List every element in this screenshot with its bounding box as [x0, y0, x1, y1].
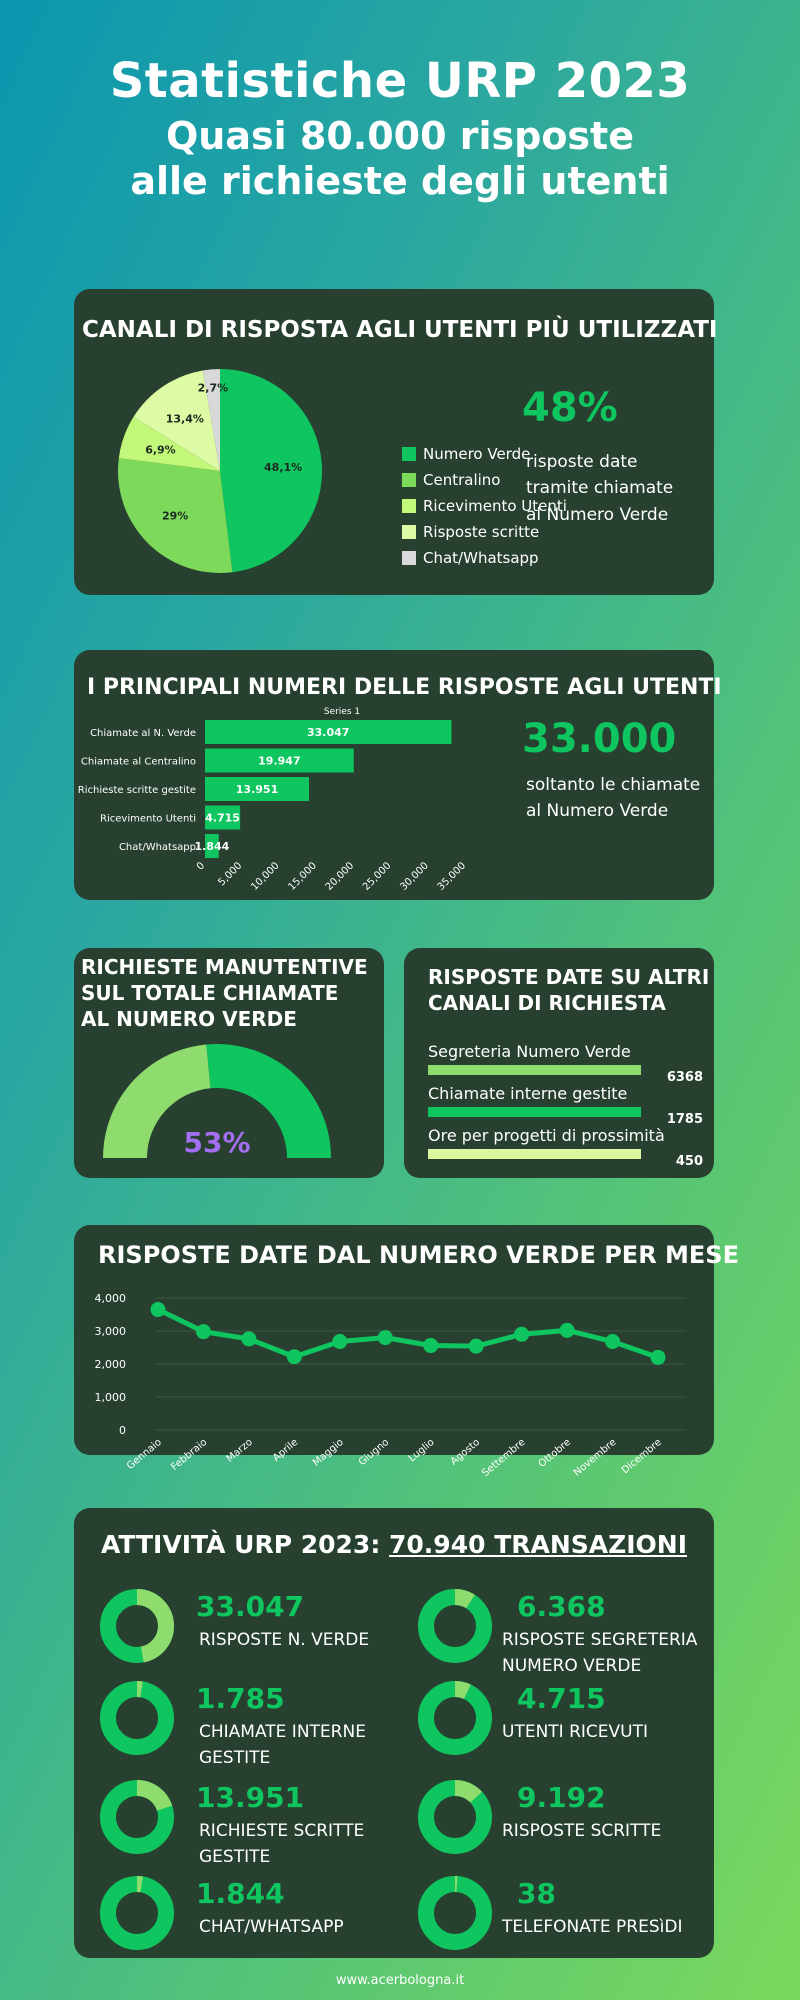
other-channel-bar — [428, 1065, 641, 1075]
bar-category-label: Chiamate al N. Verde — [90, 728, 196, 739]
data-point — [560, 1323, 575, 1338]
activity-value: 9.192 — [517, 1781, 606, 1814]
activity-label — [502, 1720, 648, 1746]
activity-card — [74, 1508, 714, 1958]
activity-label — [502, 1628, 697, 1679]
data-point — [651, 1350, 666, 1365]
maintenance-gauge-chart — [74, 1043, 384, 1173]
maintenance-title-line: SUL TOTALE CHIAMATE — [81, 981, 339, 1005]
x-tick-label: 5,000 — [216, 860, 245, 889]
activity-label — [199, 1915, 344, 1941]
x-tick-label: Ottobre — [536, 1436, 574, 1470]
activity-label-line: RICHIESTE SCRITTE — [199, 1821, 365, 1841]
other-channels-card — [404, 948, 714, 1178]
bar-category-label: Chat/Whatsapp — [118, 842, 196, 853]
activity-label-line: NUMERO VERDE — [502, 1655, 642, 1676]
maintenance-title-line: RICHIESTE MANUTENTIVE — [81, 955, 368, 979]
data-point — [605, 1334, 620, 1349]
x-tick-label: Aprile — [270, 1436, 301, 1464]
channels-highlight-line: al Numero Verde — [526, 504, 669, 525]
page-title: Statistiche URP 2023 — [109, 53, 691, 109]
numbers-bar-chart — [74, 698, 494, 898]
activity-donut — [417, 1875, 493, 1951]
pie-slice-label: 13,4% — [165, 412, 204, 426]
maintenance-title-line: AL NUMERO VERDE — [81, 1007, 297, 1031]
activity-donut — [99, 1779, 175, 1855]
channels-highlight-value: 48% — [522, 385, 618, 431]
numbers-highlight-line: al Numero Verde — [526, 801, 669, 822]
x-tick-label: Giugno — [356, 1436, 392, 1469]
activity-value: 38 — [517, 1877, 556, 1910]
other-channel-label: Ore per progetti di prossimità — [428, 1126, 665, 1145]
y-tick-label: 2,000 — [94, 1358, 126, 1371]
donut-track — [426, 1884, 484, 1942]
bar-category-label: Richieste scritte gestite — [77, 785, 196, 796]
x-tick-label: Luglio — [406, 1436, 437, 1465]
activity-value: 13.951 — [196, 1781, 305, 1814]
donut-track — [426, 1597, 484, 1655]
x-tick-label: 20,000 — [323, 860, 357, 893]
footer-url[interactable]: www.acerbologna.it — [335, 1973, 465, 1988]
activity-label — [502, 1819, 661, 1845]
other-channel-bar — [428, 1149, 641, 1159]
x-tick-label: Maggio — [310, 1436, 346, 1469]
bar-category-label: Chiamate al Centralino — [80, 756, 196, 768]
page-header — [0, 55, 800, 203]
other-channels-title-line: CANALI DI RICHIESTA — [428, 991, 666, 1015]
pie-slice-label: 6,9% — [145, 443, 176, 457]
bar-value-label: 4.715 — [205, 811, 240, 825]
x-tick-label: Marzo — [224, 1436, 255, 1465]
data-point — [378, 1330, 393, 1345]
legend-label: Numero Verde — [423, 445, 531, 463]
page-subtitle-line2: alle richieste degli utenti — [130, 158, 670, 203]
channels-highlight-line: tramite chiamate — [526, 478, 674, 499]
bar-category-label: Ricevimento Utenti — [100, 813, 196, 825]
activity-value: 1.844 — [196, 1877, 285, 1910]
pie-slice-label: 29% — [162, 509, 189, 523]
activity-donut — [417, 1779, 493, 1855]
activity-donut — [417, 1588, 493, 1664]
activity-label-line: CHIAMATE INTERNE — [199, 1722, 366, 1742]
other-channels-title — [428, 964, 709, 1016]
bar-value-label: 33.047 — [306, 726, 350, 739]
data-point — [423, 1338, 438, 1353]
x-tick-label: 30,000 — [398, 860, 431, 893]
pie-slice-label: 48,1% — [264, 461, 303, 475]
data-point — [332, 1334, 347, 1349]
bar-value-label: 1.844 — [194, 840, 230, 853]
legend-swatch — [402, 525, 416, 539]
x-tick-label: 35,000 — [435, 860, 469, 893]
activity-value: 1.785 — [196, 1682, 285, 1715]
activity-label-line: RISPOSTE SEGRETERIA — [502, 1630, 698, 1650]
activity-label-line: RISPOSTE N. VERDE — [199, 1630, 370, 1650]
activity-title-highlight: 70.940 TRANSAZIONI — [389, 1530, 688, 1559]
numbers-highlight-value: 33.000 — [522, 716, 677, 762]
activity-donut — [99, 1588, 175, 1664]
legend-swatch — [402, 499, 416, 513]
x-tick-label: 15,000 — [286, 860, 319, 893]
x-tick-label: 10,000 — [249, 860, 282, 893]
activity-value: 33.047 — [196, 1590, 305, 1623]
other-channel-row — [428, 1042, 703, 1085]
x-tick-label: Gennaio — [124, 1436, 164, 1473]
x-tick-label: Settembre — [480, 1436, 528, 1480]
x-tick-label: 25,000 — [361, 860, 394, 893]
legend-label: Chat/Whatsapp — [423, 549, 539, 567]
monthly-title: RISPOSTE DATE DAL NUMERO VERDE PER MESE — [98, 1241, 739, 1269]
legend-label: Risposte scritte — [423, 523, 540, 541]
numbers-highlight-text — [526, 772, 700, 825]
activity-title — [74, 1530, 714, 1559]
page-subtitle-line1: Quasi 80.000 risposte — [166, 113, 634, 158]
x-tick-label: Agosto — [448, 1436, 483, 1468]
y-tick-label: 0 — [119, 1424, 126, 1437]
other-channel-value: 1785 — [666, 1112, 703, 1127]
donut-track — [108, 1689, 166, 1747]
series-name-label: Series 1 — [323, 707, 361, 717]
donut-track — [108, 1884, 166, 1942]
channels-highlight-line: risposte date — [526, 452, 638, 472]
legend-swatch — [402, 473, 416, 487]
x-tick-label: Dicembre — [619, 1436, 664, 1477]
donut-track — [426, 1689, 484, 1747]
activity-label — [199, 1720, 366, 1771]
data-point — [241, 1331, 256, 1346]
legend-item — [402, 545, 567, 571]
legend-swatch — [402, 447, 416, 461]
activity-label-line: GESTITE — [199, 1846, 271, 1867]
data-point — [196, 1324, 211, 1339]
data-point — [469, 1339, 484, 1354]
channels-highlight-text — [526, 449, 673, 528]
numbers-card — [74, 650, 722, 900]
numbers-title: I PRINCIPALI NUMERI DELLE RISPOSTE AGLI UTENTI — [87, 675, 722, 700]
monthly-line-chart — [74, 1225, 714, 1480]
x-tick-label: Febbraio — [169, 1436, 210, 1474]
activity-value: 6.368 — [517, 1590, 606, 1623]
maintenance-card — [74, 948, 384, 1178]
pie-slice-label: 2,7% — [197, 381, 229, 395]
x-tick-label: Novembre — [571, 1436, 619, 1479]
activity-label-line: CHAT/WHATSAPP — [199, 1917, 344, 1937]
activity-donut — [99, 1680, 175, 1756]
y-tick-label: 1,000 — [94, 1391, 126, 1404]
channels-pie-chart — [110, 361, 330, 581]
activity-value: 4.715 — [517, 1682, 606, 1715]
x-tick-label: 0 — [194, 860, 208, 873]
channels-card — [74, 289, 718, 595]
other-channel-label: Segreteria Numero Verde — [428, 1042, 631, 1061]
activity-label — [502, 1915, 682, 1941]
bar-value-label: 19.947 — [258, 754, 301, 768]
other-channel-value: 6368 — [666, 1070, 703, 1085]
series-line — [158, 1310, 658, 1358]
activity-label-line: TELEFONATE PRESìDI — [502, 1917, 683, 1937]
y-tick-label: 3,000 — [94, 1325, 126, 1338]
activity-title-prefix: ATTIVITÀ URP 2023: — [100, 1530, 390, 1559]
activity-label — [199, 1819, 364, 1870]
data-point — [151, 1302, 166, 1317]
other-channel-row — [428, 1126, 703, 1169]
y-tick-label: 4,000 — [94, 1292, 126, 1305]
data-point — [514, 1327, 529, 1342]
bar-value-label: 13.951 — [235, 783, 279, 796]
data-point — [287, 1349, 302, 1364]
activity-donut — [417, 1680, 493, 1756]
maintenance-title — [81, 954, 368, 1032]
activity-label — [199, 1628, 369, 1654]
other-channel-label: Chiamate interne gestite — [428, 1084, 628, 1103]
other-channel-bar — [428, 1107, 641, 1117]
activity-label-line: RISPOSTE SCRITTE — [502, 1821, 662, 1841]
legend-swatch — [402, 551, 416, 565]
legend-label: Ricevimento Utenti — [423, 497, 567, 515]
gauge-value-label: 53% — [183, 1126, 251, 1159]
other-channel-row — [428, 1084, 703, 1127]
numbers-highlight-line: soltanto le chiamate — [526, 775, 701, 795]
activity-donut — [99, 1875, 175, 1951]
other-channel-value: 450 — [675, 1154, 703, 1169]
activity-label-line: UTENTI RICEVUTI — [502, 1722, 648, 1742]
channels-title: CANALI DI RISPOSTA AGLI UTENTI PIÙ UTILIZZATI — [82, 317, 718, 343]
activity-label-line: GESTITE — [199, 1747, 271, 1768]
legend-label: Centralino — [423, 471, 501, 489]
monthly-card — [74, 1225, 739, 1480]
other-channels-title-line: RISPOSTE DATE SU ALTRI — [428, 965, 710, 989]
